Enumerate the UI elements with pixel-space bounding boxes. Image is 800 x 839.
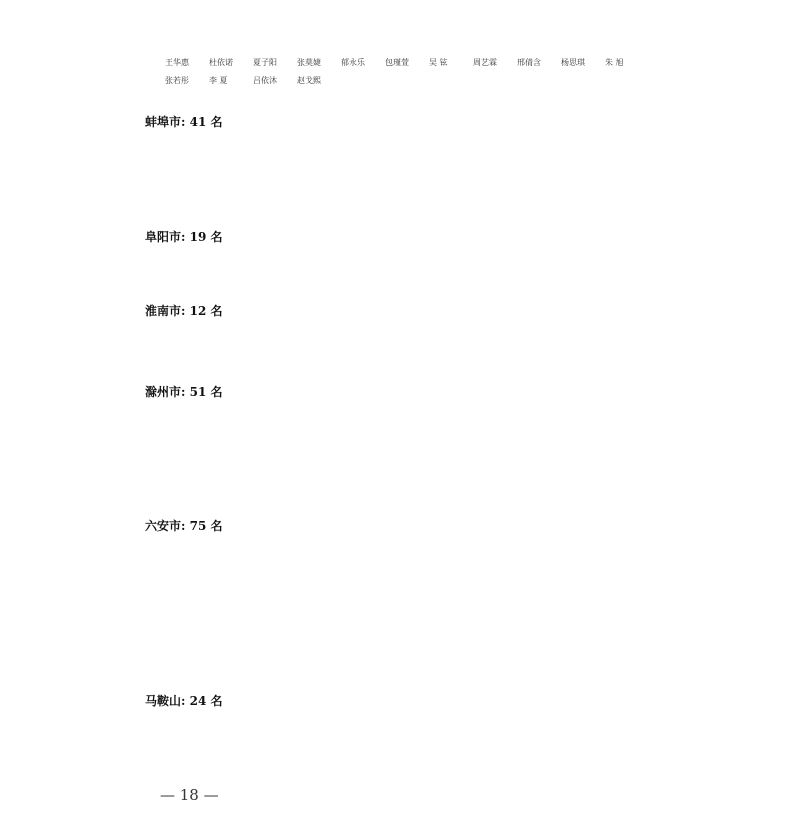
section-heading: 六安市: 75 名 xyxy=(145,519,223,533)
name-cell xyxy=(165,190,209,206)
name-cell xyxy=(429,460,473,476)
name-cell xyxy=(165,442,209,458)
name-cell xyxy=(561,594,605,610)
name-cell xyxy=(253,478,297,494)
name-cell xyxy=(385,424,429,440)
name-cell xyxy=(561,251,605,267)
name-cell xyxy=(297,540,341,556)
name-cell xyxy=(341,576,385,592)
name-cell xyxy=(253,325,297,341)
name-cell xyxy=(473,540,517,556)
name-cell: 吴 铉 xyxy=(429,58,448,67)
name-cell xyxy=(429,136,473,152)
name-cell xyxy=(165,728,209,744)
name-cell xyxy=(165,746,209,762)
name-cell xyxy=(429,612,473,628)
name-cell xyxy=(517,424,561,440)
name-cell xyxy=(209,251,253,267)
name-cell: 夏子阳 xyxy=(253,58,277,67)
name-cell xyxy=(253,540,297,556)
name-cell xyxy=(165,594,209,610)
name-cell xyxy=(605,424,649,440)
name-cell xyxy=(429,710,473,726)
name-cell xyxy=(561,406,605,422)
name-cell xyxy=(165,424,209,440)
name-cell xyxy=(517,154,561,170)
name-cell xyxy=(429,442,473,458)
name-cell xyxy=(473,728,517,744)
name-cell xyxy=(561,728,605,744)
name-cell xyxy=(209,406,253,422)
name-cell xyxy=(517,558,561,574)
name-cell xyxy=(473,190,517,206)
name-cell xyxy=(429,540,473,556)
name-cell xyxy=(297,478,341,494)
name-cell xyxy=(297,190,341,206)
name-cell xyxy=(385,269,429,285)
name-cell xyxy=(165,648,209,664)
name-cell xyxy=(209,424,253,440)
name-cell xyxy=(561,424,605,440)
name-cell xyxy=(297,136,341,152)
name-cell xyxy=(297,424,341,440)
name-cell xyxy=(561,540,605,556)
name-cell xyxy=(385,190,429,206)
name-cell xyxy=(473,576,517,592)
name-cell xyxy=(385,540,429,556)
name-cell xyxy=(385,710,429,726)
name-cell xyxy=(253,576,297,592)
name-cell xyxy=(429,594,473,610)
name-cell xyxy=(561,576,605,592)
name-cell: 王华惠 xyxy=(165,58,189,67)
name-cell xyxy=(165,136,209,152)
name-cell xyxy=(209,746,253,762)
name-cell xyxy=(385,251,429,267)
section-heading: 阜阳市: 19 名 xyxy=(145,230,223,244)
name-cell xyxy=(561,558,605,574)
name-cell xyxy=(297,172,341,188)
name-cell xyxy=(385,576,429,592)
name-cell: 张若彤 xyxy=(165,76,189,85)
name-cell xyxy=(605,325,649,341)
name-cell xyxy=(473,325,517,341)
name-cell xyxy=(561,710,605,726)
name-cell xyxy=(429,630,473,646)
name-cell xyxy=(517,648,561,664)
name-cell xyxy=(473,406,517,422)
name-cell xyxy=(605,630,649,646)
name-cell xyxy=(209,136,253,152)
name-cell xyxy=(385,136,429,152)
name-cell xyxy=(561,154,605,170)
name-cell xyxy=(561,630,605,646)
name-cell xyxy=(253,558,297,574)
name-cell xyxy=(473,648,517,664)
name-cell xyxy=(517,594,561,610)
name-cell xyxy=(385,154,429,170)
name-cell xyxy=(429,325,473,341)
name-cell xyxy=(297,460,341,476)
name-cell xyxy=(209,576,253,592)
name-cell xyxy=(341,540,385,556)
name-cell xyxy=(297,406,341,422)
name-cell xyxy=(297,251,341,267)
name-cell xyxy=(165,343,209,359)
name-cell xyxy=(385,630,429,646)
name-cell xyxy=(429,576,473,592)
name-cell xyxy=(253,136,297,152)
name-cell xyxy=(209,612,253,628)
name-cell xyxy=(297,325,341,341)
name-cell xyxy=(473,136,517,152)
name-cell xyxy=(517,136,561,152)
name-cell xyxy=(253,251,297,267)
name-cell xyxy=(605,576,649,592)
name-cell xyxy=(517,190,561,206)
name-cell xyxy=(165,630,209,646)
name-cell xyxy=(341,325,385,341)
name-cell xyxy=(297,710,341,726)
name-cell xyxy=(605,594,649,610)
name-cell xyxy=(209,325,253,341)
name-cell: 赵戈熙 xyxy=(297,76,321,85)
name-cell xyxy=(605,460,649,476)
name-cell: 张莫婕 xyxy=(297,58,321,67)
name-cell xyxy=(297,648,341,664)
name-cell xyxy=(297,612,341,628)
name-cell xyxy=(429,172,473,188)
name-cell xyxy=(253,424,297,440)
name-cell xyxy=(341,630,385,646)
name-cell xyxy=(341,558,385,574)
name-cell xyxy=(429,728,473,744)
name-cell xyxy=(517,442,561,458)
name-cell xyxy=(341,612,385,628)
name-cell xyxy=(385,594,429,610)
name-cell: 周艺霖 xyxy=(473,58,497,67)
name-cell xyxy=(385,325,429,341)
name-cell xyxy=(605,406,649,422)
name-cell: 李 夏 xyxy=(209,76,228,85)
name-cell xyxy=(473,460,517,476)
name-cell xyxy=(341,594,385,610)
name-cell xyxy=(341,710,385,726)
name-cell xyxy=(341,460,385,476)
name-cell xyxy=(429,424,473,440)
name-cell xyxy=(473,442,517,458)
name-cell xyxy=(605,251,649,267)
name-cell xyxy=(517,612,561,628)
name-cell xyxy=(209,478,253,494)
name-cell xyxy=(253,460,297,476)
name-cell xyxy=(297,728,341,744)
name-cell xyxy=(209,154,253,170)
name-cell xyxy=(517,710,561,726)
name-cell xyxy=(517,460,561,476)
name-cell xyxy=(517,172,561,188)
name-cell xyxy=(429,406,473,422)
name-cell xyxy=(385,442,429,458)
name-cell xyxy=(341,251,385,267)
name-cell xyxy=(605,442,649,458)
name-cell xyxy=(253,710,297,726)
name-cell xyxy=(165,406,209,422)
name-cell xyxy=(429,648,473,664)
name-cell xyxy=(165,478,209,494)
name-cell xyxy=(429,478,473,494)
name-cell xyxy=(473,172,517,188)
name-cell xyxy=(209,172,253,188)
name-cell xyxy=(385,172,429,188)
name-cell xyxy=(165,558,209,574)
name-cell xyxy=(605,172,649,188)
name-cell: 吕依沐 xyxy=(253,76,277,85)
name-cell xyxy=(385,612,429,628)
name-cell xyxy=(385,728,429,744)
name-cell xyxy=(209,540,253,556)
name-cell xyxy=(605,540,649,556)
name-cell xyxy=(429,190,473,206)
name-cell xyxy=(561,612,605,628)
name-cell xyxy=(473,154,517,170)
name-cell xyxy=(253,269,297,285)
name-cell xyxy=(561,136,605,152)
name-cell xyxy=(605,612,649,628)
name-cell xyxy=(297,558,341,574)
name-cell xyxy=(341,728,385,744)
name-cell xyxy=(561,172,605,188)
name-cell xyxy=(165,154,209,170)
name-cell xyxy=(429,251,473,267)
name-cell xyxy=(297,154,341,170)
section-heading: 蚌埠市: 41 名 xyxy=(145,115,223,129)
name-cell xyxy=(165,325,209,341)
name-cell xyxy=(209,648,253,664)
name-cell xyxy=(605,728,649,744)
name-cell xyxy=(209,190,253,206)
name-cell xyxy=(253,190,297,206)
name-cell xyxy=(341,154,385,170)
name-cell xyxy=(341,648,385,664)
name-cell xyxy=(165,540,209,556)
name-cell xyxy=(209,710,253,726)
name-cell xyxy=(165,576,209,592)
name-cell xyxy=(517,540,561,556)
name-cell: 杨思琪 xyxy=(561,58,585,67)
name-cell xyxy=(341,406,385,422)
name-cell xyxy=(605,558,649,574)
name-cell xyxy=(473,269,517,285)
name-cell xyxy=(517,406,561,422)
name-cell xyxy=(429,269,473,285)
name-cell xyxy=(429,154,473,170)
name-cell xyxy=(253,172,297,188)
name-cell xyxy=(165,172,209,188)
name-cell xyxy=(517,728,561,744)
name-cell xyxy=(341,190,385,206)
name-cell xyxy=(473,710,517,726)
name-cell xyxy=(473,558,517,574)
name-cell xyxy=(297,630,341,646)
name-cell xyxy=(297,442,341,458)
name-cell xyxy=(209,442,253,458)
name-cell xyxy=(165,612,209,628)
name-cell xyxy=(473,594,517,610)
name-cell xyxy=(605,154,649,170)
name-cell xyxy=(605,136,649,152)
name-cell xyxy=(209,460,253,476)
name-cell: 朱 旭 xyxy=(605,58,624,67)
name-cell xyxy=(253,630,297,646)
name-cell: 包瑾萱 xyxy=(385,58,409,67)
name-cell xyxy=(473,424,517,440)
name-cell xyxy=(253,442,297,458)
name-cell xyxy=(429,558,473,574)
name-cell xyxy=(517,630,561,646)
name-cell xyxy=(385,648,429,664)
section-heading: 淮南市: 12 名 xyxy=(145,304,223,318)
name-cell xyxy=(297,269,341,285)
name-cell xyxy=(341,478,385,494)
name-cell xyxy=(473,251,517,267)
name-cell xyxy=(561,460,605,476)
name-cell xyxy=(253,406,297,422)
section-heading: 马鞍山: 24 名 xyxy=(145,694,223,708)
name-cell xyxy=(253,154,297,170)
name-cell xyxy=(297,576,341,592)
name-cell xyxy=(561,325,605,341)
name-cell xyxy=(473,612,517,628)
name-cell xyxy=(517,325,561,341)
name-cell xyxy=(165,460,209,476)
name-cell xyxy=(605,710,649,726)
name-cell: 邢倩含 xyxy=(517,58,541,67)
name-cell xyxy=(385,460,429,476)
name-cell xyxy=(297,594,341,610)
name-cell xyxy=(341,136,385,152)
name-cell xyxy=(253,594,297,610)
name-cell xyxy=(341,442,385,458)
name-cell: 杜依诺 xyxy=(209,58,233,67)
name-cell xyxy=(517,251,561,267)
name-cell xyxy=(253,648,297,664)
name-cell xyxy=(165,251,209,267)
name-cell xyxy=(209,558,253,574)
name-cell xyxy=(341,424,385,440)
name-cell xyxy=(209,269,253,285)
name-cell xyxy=(385,406,429,422)
name-cell xyxy=(209,728,253,744)
name-cell: 郁永乐 xyxy=(341,58,365,67)
section-heading: 滁州市: 51 名 xyxy=(145,385,223,399)
name-cell xyxy=(341,269,385,285)
name-cell xyxy=(253,728,297,744)
name-cell xyxy=(473,630,517,646)
name-cell xyxy=(517,576,561,592)
name-cell xyxy=(165,710,209,726)
name-cell xyxy=(253,612,297,628)
name-cell xyxy=(209,594,253,610)
name-cell xyxy=(341,172,385,188)
page-number: — 18 — xyxy=(160,786,219,804)
name-cell xyxy=(561,442,605,458)
name-cell xyxy=(165,269,209,285)
name-cell xyxy=(209,630,253,646)
name-cell xyxy=(385,558,429,574)
name-cell xyxy=(385,478,429,494)
